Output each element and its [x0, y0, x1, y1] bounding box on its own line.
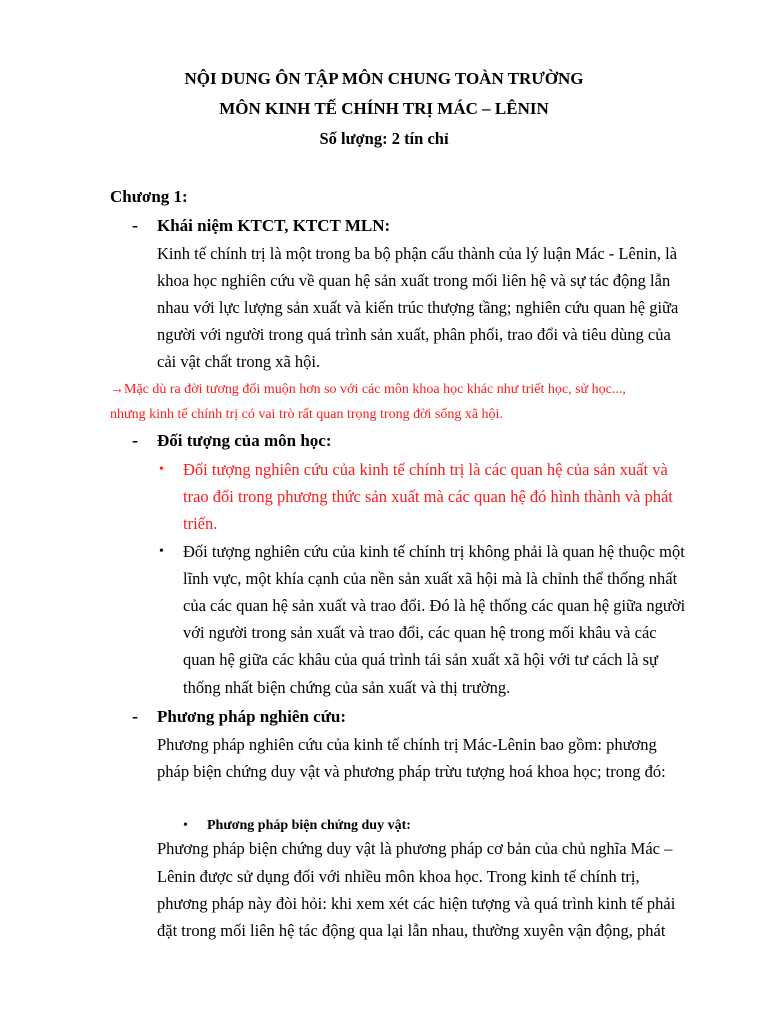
- document-title-line-1: NỘI DUNG ÔN TẬP MÔN CHUNG TOÀN TRƯỜNG: [184, 69, 584, 88]
- section-3-sub-line: đặt trong mối liên hệ tác động qua lại lẫn nhau, thường xuyên vận động, phát: [157, 921, 666, 940]
- section-3-sub-line: phương pháp này đòi hỏi: khi xem xét các hiện tượng và quá trình kinh tế phải: [157, 894, 676, 913]
- section-1-paragraph-line: cải vật chất trong xã hội.: [157, 352, 321, 371]
- section-2-heading: Đối tượng của môn học:: [157, 431, 332, 450]
- section-3-heading: Phương pháp nghiên cứu:: [157, 707, 347, 726]
- section-1-note-line-1: [110, 378, 626, 402]
- section-3-subheading: Phương pháp biện chứng duy vật:: [207, 818, 411, 833]
- section-1-paragraph-line: nhau với lực lượng sản xuất và kiến trúc thượng tầng; nghiên cứu quan hệ giữa: [157, 298, 679, 317]
- section-3-sub-line: Phương pháp biện chứng duy vật là phương pháp cơ bản của chủ nghĩa Mác –: [157, 839, 673, 858]
- section-2-bullet-2-line: của các quan hệ sản xuất và trao đổi. Đó là hệ thống các quan hệ giữa người: [183, 596, 686, 615]
- section-2-bullet-2-line: thống nhất biện chứng của sản xuất và thị trường.: [183, 678, 511, 697]
- section-2-bullet-2-line: quan hệ giữa các khâu của quá trình tái sản xuất xã hội với tư cách là sự: [183, 650, 658, 669]
- section-1-paragraph-line: khoa học nghiên cứu về quan hệ sản xuất trong mối liên hệ và sự tác động lẫn: [157, 271, 671, 290]
- document-title-line-2: MÔN KINH TẾ CHÍNH TRỊ MÁC – LÊNIN: [219, 99, 549, 118]
- section-2-bullet-2-line: Đối tượng nghiên cứu của kinh tế chính trị không phải là quan hệ thuộc một: [183, 542, 685, 561]
- bullet-icon: •: [183, 818, 188, 833]
- bullet-icon: •: [159, 544, 164, 559]
- section-2-bullet-2-line: lĩnh vực, một khía cạnh của nền sản xuất xã hội mà là chỉnh thể thống nhất: [183, 569, 678, 588]
- section-3-intro-line: pháp biện chứng duy vật và phương pháp trừu tượng hoá khoa học; trong đó:: [157, 762, 666, 781]
- section-1-paragraph-line: Kinh tế chính trị là một trong ba bộ phận cấu thành của lý luận Mác - Lênin, là: [157, 244, 678, 263]
- dash-marker-section-3: -: [132, 706, 138, 726]
- bullet-icon: •: [159, 462, 164, 477]
- note-text: Mặc dù ra đời tương đối muộn hơn so với các môn khoa học khác như triết học, sử học...,: [124, 382, 626, 397]
- section-2-bullet-2-line: với người trong sản xuất và trao đổi, các quan hệ trong mối khâu và các: [183, 623, 657, 642]
- credits-line: Số lượng: 2 tín chỉ: [319, 129, 449, 148]
- section-3-sub-line: Lênin được sử dụng đối với nhiều môn khoa học. Trong kinh tế chính trị,: [157, 867, 640, 886]
- section-1-note-line-2: nhưng kinh tế chính trị có vai trò rất quan trọng trong đời sống xã hội.: [110, 407, 503, 422]
- chapter-heading: Chương 1:: [110, 187, 188, 206]
- section-3-intro-line: Phương pháp nghiên cứu của kinh tế chính trị Mác-Lênin bao gồm: phương: [157, 735, 657, 754]
- section-1-paragraph-line: người với người trong quá trình sản xuất, phân phối, trao đổi và tiêu dùng của: [157, 325, 671, 344]
- arrow-icon: →: [110, 382, 124, 397]
- section-2-bullet-1-line: triển.: [183, 514, 218, 533]
- section-2-bullet-1-line: Đối tượng nghiên cứu của kinh tế chính trị là các quan hệ của sản xuất và: [183, 460, 668, 479]
- dash-marker-section-2: -: [132, 430, 138, 450]
- section-2-bullet-1-line: trao đổi trong phương thức sản xuất mà các quan hệ đó hình thành và phát: [183, 487, 673, 506]
- section-1-heading: Khái niệm KTCT, KTCT MLN:: [157, 216, 391, 235]
- dash-marker-section-1: -: [132, 215, 138, 235]
